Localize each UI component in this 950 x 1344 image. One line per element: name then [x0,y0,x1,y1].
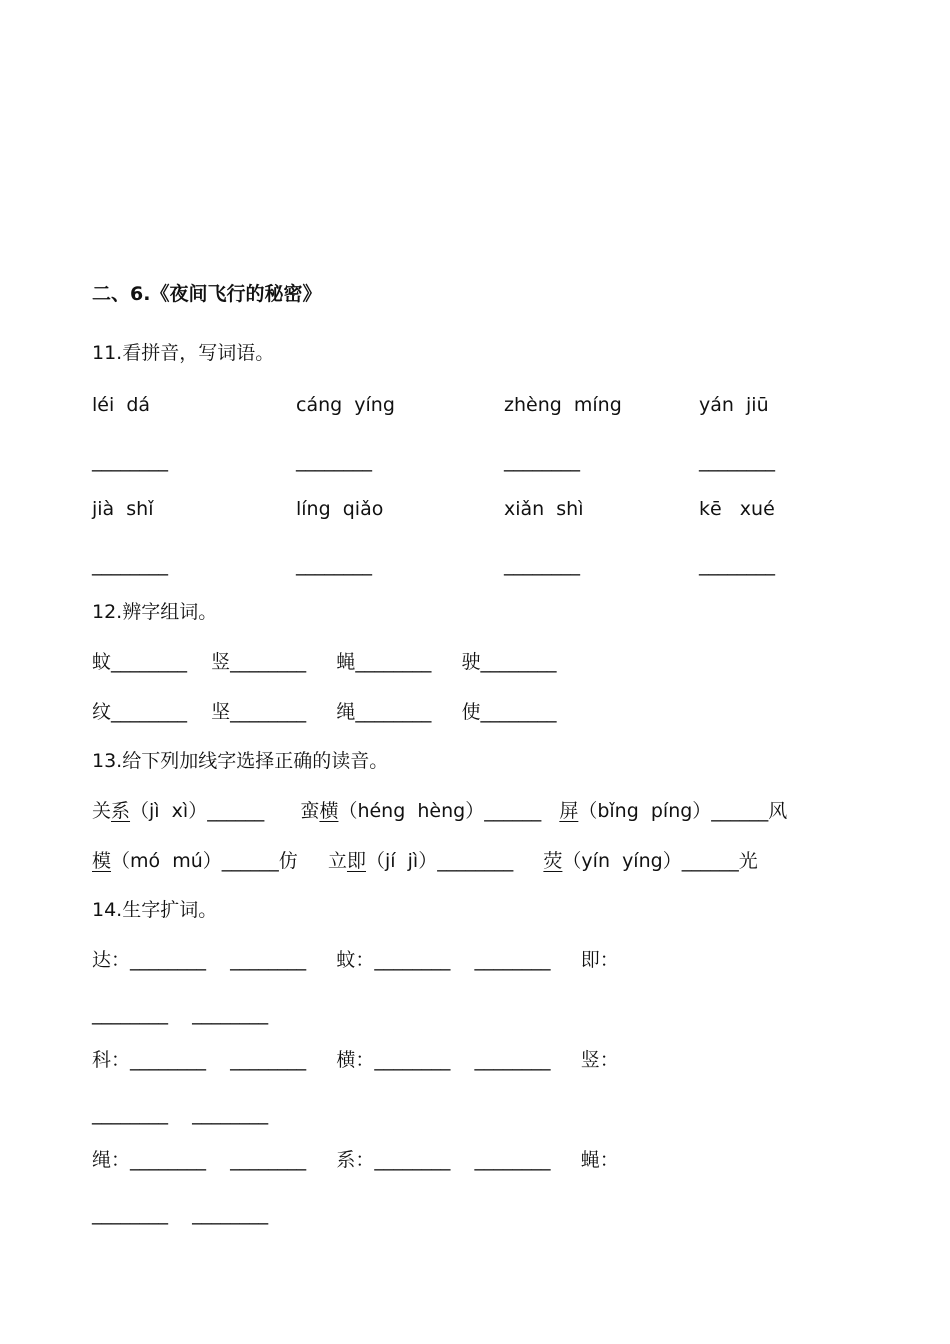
underlined-char: 横 [319,800,339,822]
underlined-char: 系 [111,800,131,822]
pinyin-item: jià shǐ [92,498,154,520]
answer-blank[interactable]: ________ [92,554,168,576]
q13-line-1[interactable]: 关系（jì xì）______ 蛮横（héng hèng）______ 屏（bǐng píng）______风 [92,800,788,822]
q13-heading: 13.给下列加线字选择正确的读音。 [92,750,389,772]
answer-blank[interactable]: ________ [504,554,580,576]
pinyin-item: xiǎn shì [504,498,584,520]
pinyin-item: cáng yíng [296,394,395,416]
q14-line-3[interactable]: 科：________ ________ 横：________ ________ 竖： [92,1049,619,1071]
q14-line-2[interactable]: ________ ________ [92,1003,269,1025]
q13-line-2[interactable]: 模（mó mú）______仿 立即（jí jì）________ 荧（yín yíng）______光 [92,850,758,872]
section-title: 二、6.《夜间飞行的秘密》 [92,283,322,305]
pinyin-item: yán jiū [699,394,769,416]
q14-line-6[interactable]: ________ ________ [92,1203,269,1225]
q11-heading: 11.看拼音，写词语。 [92,342,275,364]
q12-heading: 12.辨字组词。 [92,601,218,623]
answer-blank[interactable]: ________ [296,450,372,472]
answer-blank[interactable]: ________ [296,554,372,576]
q12-line-1[interactable]: 蚊________ 竖________ 蝇________ 驶________ [92,651,557,673]
pinyin-item: zhèng míng [504,394,622,416]
q14-heading: 14.生字扩词。 [92,899,218,921]
q14-line-1[interactable]: 达：________ ________ 蚊：________ ________ 即： [92,949,619,971]
q14-line-5[interactable]: 绳：________ ________ 系：________ ________ 蝇： [92,1149,619,1171]
underlined-char: 即 [346,850,366,872]
q14-line-4[interactable]: ________ ________ [92,1103,269,1125]
answer-blank[interactable]: ________ [504,450,580,472]
q12-line-2[interactable]: 纹________ 坚________ 绳________ 使________ [92,701,557,723]
pinyin-item: líng qiǎo [296,498,384,520]
underlined-char: 屏 [559,800,579,822]
answer-blank[interactable]: ________ [699,450,775,472]
underlined-char: 模 [92,850,112,872]
answer-blank[interactable]: ________ [699,554,775,576]
pinyin-item: kē xué [699,498,775,520]
answer-blank[interactable]: ________ [92,450,168,472]
underlined-char: 荧 [543,850,563,872]
pinyin-item: léi dá [92,394,151,416]
